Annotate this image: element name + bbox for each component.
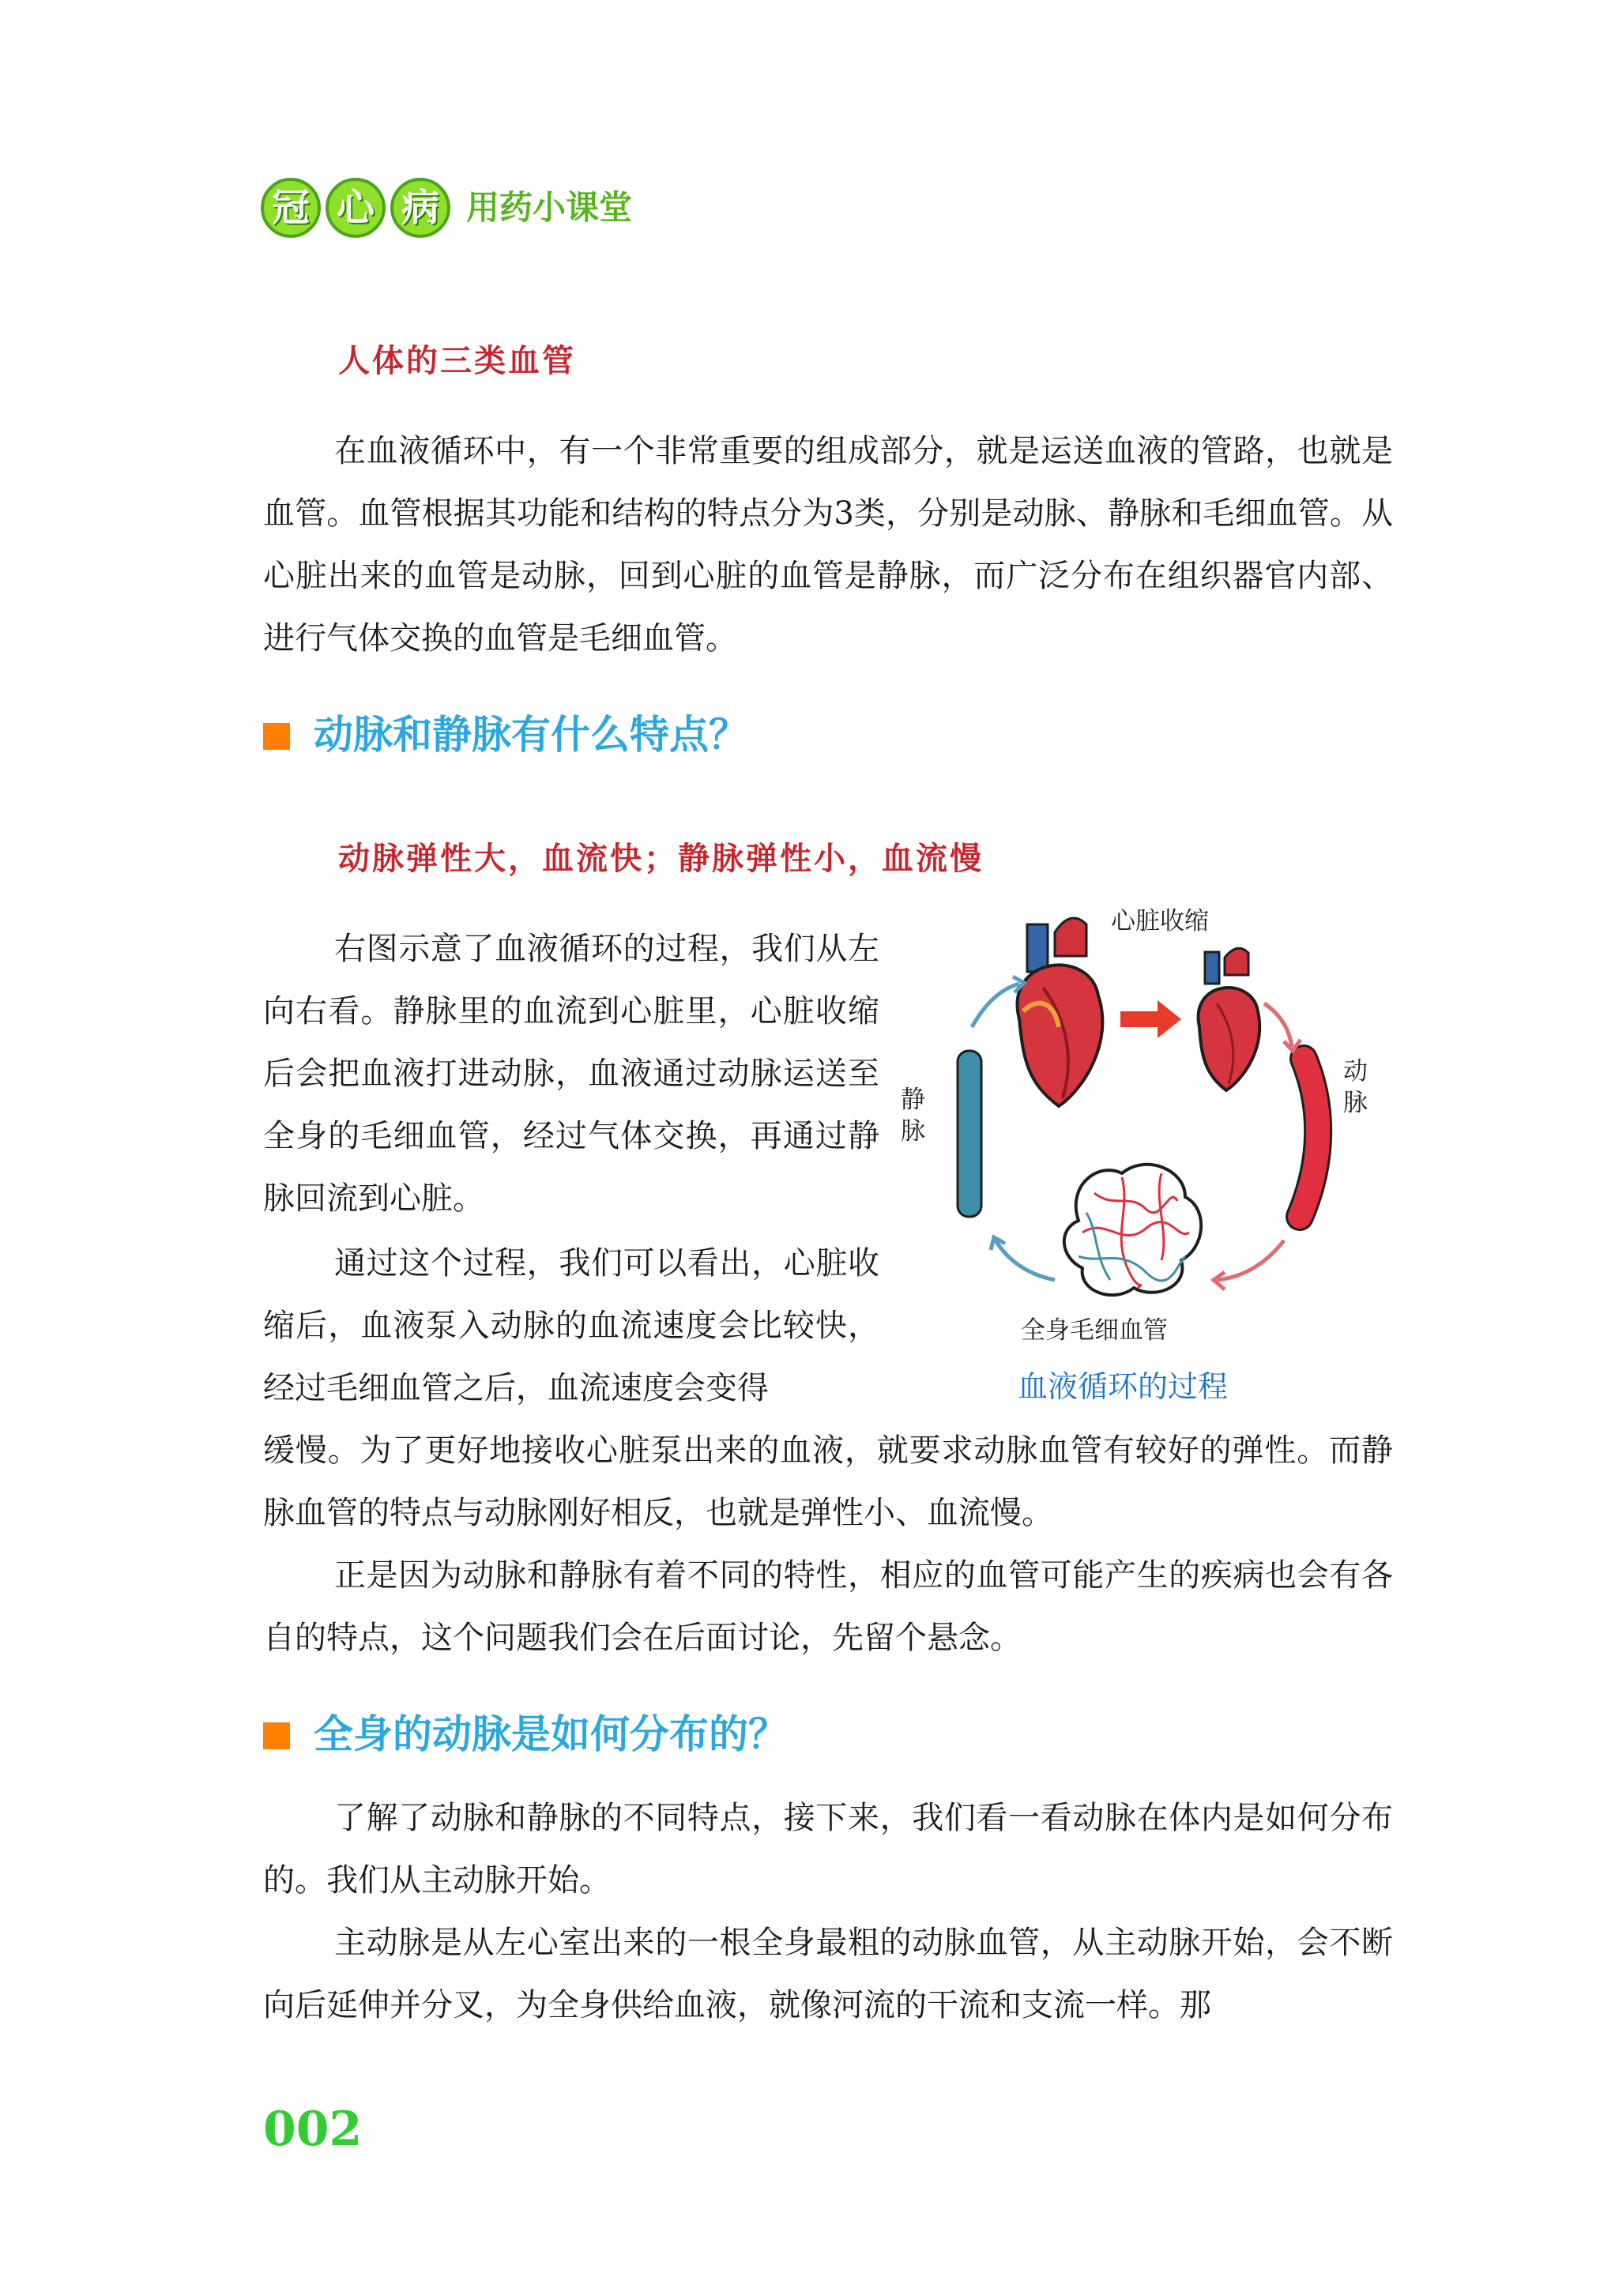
heart-large-icon [1018,918,1103,1106]
book-logo [261,178,632,241]
arrow-icon [1120,1000,1181,1038]
vein-tube [958,1051,981,1217]
paragraph: 在血液循环中，有一个非常重要的组成部分，就是运送血液的管路，也就是血管。血管根据其功能和结构的特点分为3类，分别是动脉、静脉和毛细血管。从心脏出来的血管是动脉，回到心脏的血管是静脉，而广泛分布在组织器官内部、进行气体交换的血管是毛细血管。 [263,433,1393,657]
section-marker [263,723,290,750]
label-vein: 静脉 [901,1086,925,1146]
paragraph: 右图示意了血液循环的过程，我们从左向右看。静脉里的血流到心脏里，心脏收缩后会把血液打进动脉，血液通过动脉运送至全身的毛细血管，经过气体交换，再通过静脉回流到心脏。 [263,931,879,1217]
artery-tube [1300,1059,1318,1217]
paragraph: 正是因为动脉和静脉有着不同的特性，相应的血管可能产生的疾病也会有各自的特点，这个问题我们会在后面讨论，先留个悬念。 [263,1557,1393,1656]
paragraph: 通过这个过程，我们可以看出，心脏收缩后，血液泵入动脉的血流速度会比较快，经过毛细血管之后，血流速度会变得 [263,1245,879,1406]
section-title: 全身的动脉是如何分布的？ [314,1711,788,1757]
paragraph: 缓慢。为了更好地接收心脏泵出来的血液，就要求动脉血管有较好的弹性。而静脉血管的特点与动脉刚好相反，也就是弹性小、血流慢。 [263,1432,1393,1531]
subheading-artery-vein: 动脉弹性大，血流快；静脉弹性小，血流慢 [338,841,984,877]
page-number: 002 [263,2102,363,2157]
flow-arrow-icon [1217,1240,1284,1280]
label-capillaries: 全身毛细血管 [1021,1316,1168,1345]
circulation-figure [885,901,1375,1422]
section-title: 动脉和静脉有什么特点？ [314,712,748,758]
section-marker [263,1722,290,1749]
label-artery: 动脉 [1343,1057,1368,1117]
figure-caption: 血液循环的过程 [1018,1369,1229,1404]
section-heading [263,703,748,760]
subheading-three-vessels: 人体的三类血管 [338,343,576,379]
logo-badge: 心 [326,178,386,238]
label-heart-contraction: 心脏收缩 [1111,907,1209,935]
flow-arrow-icon [972,984,1019,1027]
flow-arrow-icon [996,1240,1055,1280]
logo-subtitle: 用药小课堂 [466,188,633,227]
flow-arrow-icon [1264,1003,1292,1047]
capillary-network-icon [1064,1165,1201,1295]
section-heading [263,1703,788,1760]
logo-badge: 病 [390,178,450,238]
heart-small-icon [1199,948,1260,1090]
paragraph: 了解了动脉和静脉的不同特点，接下来，我们看一看动脉在体内是如何分布的。我们从主动脉开始。 [263,1800,1393,1899]
logo-badge: 冠 [261,178,321,238]
paragraph: 主动脉是从左心室出来的一根全身最粗的动脉血管，从主动脉开始，会不断向后延伸并分叉，为全身供给血液，就像河流的干流和支流一样。那 [263,1925,1393,2023]
